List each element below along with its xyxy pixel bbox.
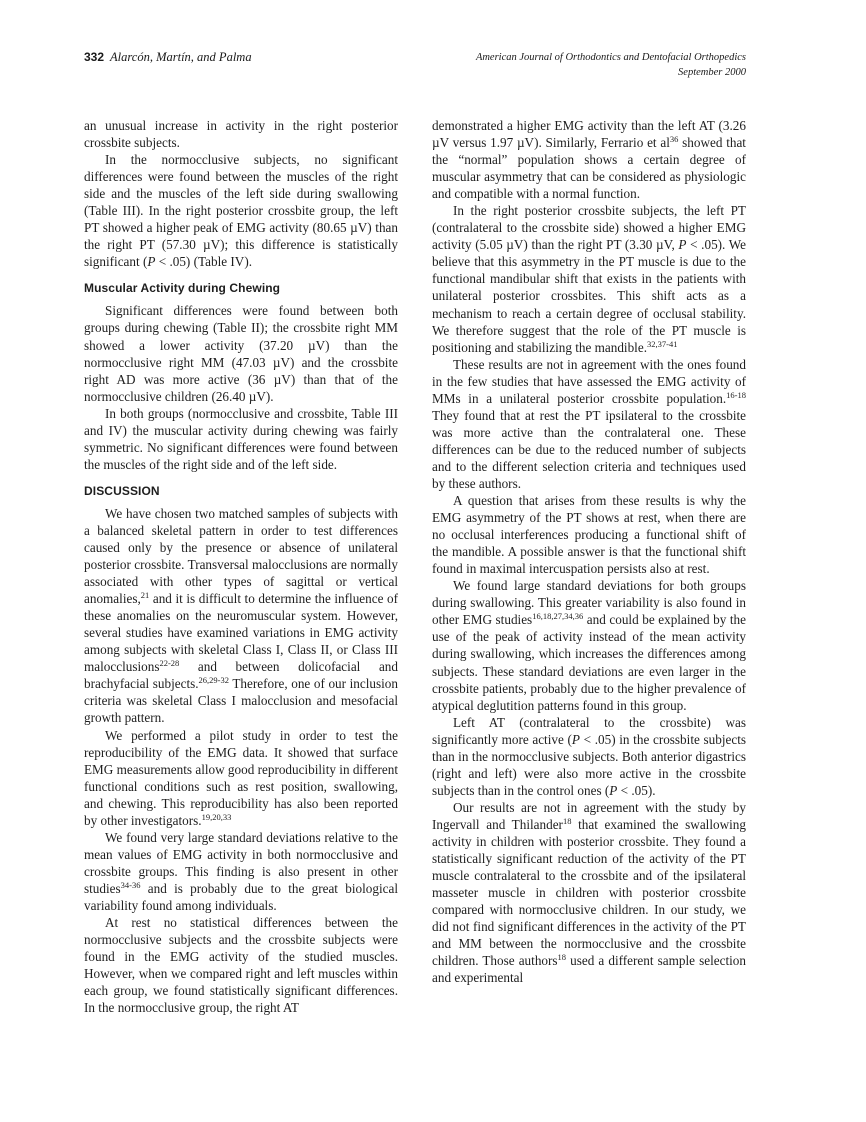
citation-ref: 34-36: [120, 879, 141, 890]
citation-ref: 19,20,33: [201, 811, 232, 822]
section-heading-chewing: Muscular Activity during Chewing: [84, 281, 281, 296]
paragraph: A question that arises from these results is why the EMG asymmetry of the PT shows at rest, when there are no occlusal interferences producing a functional shift of the mandible. A possible answer is that the functional shift found in maximal intercuspation persists also at rest.: [432, 493, 746, 577]
p-value-symbol: P: [147, 254, 156, 270]
text-run: In the right posterior crossbite subjects, the left PT (contralateral to the crossbite side) showed a higher EMG activity (5.05 µV) than the right PT (3.30 µV,: [432, 203, 746, 253]
text-run: These results are not in agreement with the ones found in the few studies that have assessed the EMG activity of MMs in a unilateral posterior crossbite population.: [432, 356, 746, 406]
paragraph: [432, 799, 746, 987]
text-run: demonstrated a higher EMG activity than the left AT (3.26 µV versus 1.97 µV). Similarly, Ferrario et al: [432, 118, 746, 151]
header-left: [84, 50, 252, 65]
text-run: and is probably due to the great biological variability found among individuals.: [84, 880, 398, 913]
header-right: [476, 50, 746, 80]
citation-ref: 18: [557, 952, 567, 963]
citation-ref: 36: [669, 134, 679, 145]
page-number: 332: [84, 50, 105, 64]
text-run: Left AT (contralateral to the crossbite) was significantly more active (: [432, 714, 746, 747]
text-run: We found large standard deviations for both groups during swallowing. This greater variability is also found in other EMG studies: [432, 578, 746, 628]
text-run: and it is difficult to determine the influence of these anomalies on the neuromuscular system. However, several studies have examined variations in EMG activity among subjects with skeletal Class I, Class II, or Class III malocclusions: [84, 591, 398, 675]
text-run: Therefore, one of our inclusion criteria was skeletal Class I malocclusion and mesofacial growth pattern.: [84, 676, 398, 726]
issue-date: September 2000: [678, 67, 746, 78]
journal-title: American Journal of Orthodontics and Dentofacial Orthopedics: [475, 52, 746, 63]
text-run: < .05) in the crossbite subjects than in the normocclusive subjects. Both anterior digastrics (right and left) were also more active in the crossbite subjects than in the control ones (: [432, 731, 746, 798]
author-names: Alarcón, Martín, and Palma: [110, 50, 252, 64]
paragraph: [432, 714, 746, 799]
text-run: We performed a pilot study in order to test the reproducibility of the EMG data. It showed that surface EMG measurements allow good reproducibility in different functional conditions such as rest position, swallowing, and chewing. This reproducibility has also been reported by other investigators.: [84, 727, 398, 828]
paragraph: [432, 356, 746, 492]
paragraph: [84, 151, 398, 270]
paragraph: [84, 829, 398, 914]
text-run: < .05). We believe that this asymmetry in the PT muscle is due to the functional mandibular shift that exists in the patients with unilateral posterior crossbites. This shift acts as a mechanism to reach a certain degree of occlusal stability. We therefore suggest that the role of the PT muscle is positioning and stabilizing the mandible.: [432, 237, 746, 355]
paragraph: At rest no statistical differences between the normocclusive subjects and the crossbite subjects were found in the EMG activity of the studied muscles. However, when we compared right and left muscles within each group, we found statistically significant differences. In the normocclusive group, the right AT: [84, 915, 398, 1016]
paragraph: [84, 727, 398, 829]
paragraph: [84, 505, 398, 727]
text-run: We found very large standard deviations relative to the mean values of EMG activity in both normocclusive and crossbite groups. This finding is also present in other studies: [84, 829, 398, 896]
p-value-symbol: P: [571, 731, 580, 747]
paragraph: Significant differences were found between both groups during chewing (Table II); the crossbite right MM showed a lower activity (37.20 µV) than the normocclusive right MM (47.03 µV) and the crossbite right AD was more active (36 µV) than that of the normocclusive children (26.40 µV).: [84, 303, 398, 404]
paragraph: an unusual increase in activity in the right posterior crossbite subjects.: [84, 118, 398, 151]
p-value-symbol: P: [609, 782, 618, 798]
section-heading-discussion: DISCUSSION: [84, 483, 160, 498]
text-run: Our results are not in agreement with the study by Ingervall and Thilander: [432, 799, 746, 832]
citation-ref: 26,29-32: [198, 675, 230, 686]
p-value-symbol: P: [678, 237, 687, 253]
running-header: [84, 50, 746, 90]
text-run: < .05).: [617, 782, 656, 798]
paragraph: [432, 577, 746, 713]
text-run: and between dolicofacial and brachyfacial subjects.: [84, 659, 398, 692]
right-column: [432, 117, 746, 986]
text-run: showed that the “normal” population shows a certain degree of muscular asymmetry that can be considered as physiologic and compatible with a normal function.: [432, 135, 746, 202]
paragraph: [432, 202, 746, 355]
citation-ref: 22-28: [159, 658, 180, 669]
text-run: We have chosen two matched samples of subjects with a balanced skeletal pattern in order to test differences caused only by the presence or absence of unilateral posterior crossbite. Transversal malocclusions are normally associated with other types of sagittal or vertical anomalies,: [84, 505, 398, 607]
citation-ref: 21: [140, 590, 150, 601]
paragraph: In both groups (normocclusive and crossbite, Table III and IV) the muscular activity during chewing was fairly symmetric. No significant differences were found between the muscles of the right side and of the left side.: [84, 405, 398, 472]
paragraph: [432, 117, 746, 202]
text-run: < .05) (Table IV).: [155, 254, 253, 270]
citation-ref: 32,37-41: [647, 338, 678, 349]
text-run: that examined the swallowing activity in children with posterior crossbite. They found a statistically significant reduction of the activity of the PT muscle contralateral to the crossbite and of the ipsilateral masseter muscle in children with posterior crossbite compared with normocclusive children. In our study, we did not find significant differences in the activity of the PT and MM between the normocclusive and the crossbite children. Those authors: [432, 816, 746, 969]
citation-ref: 16-18: [726, 389, 746, 400]
text-run: used a different sample selection and experimental: [432, 953, 746, 986]
citation-ref: 16,18,27,34,36: [532, 611, 584, 622]
text-run: In the normocclusive subjects, no significant differences were found between the muscles of the right side and the muscles of the left side during swallowing (Table III). In the right posterior crossbite group, the left PT showed a higher peak of EMG activity (80.65 µV) than the right PT (57.30 µV); this difference is statistically significant (: [84, 152, 398, 270]
text-run: They found that at rest the PT ipsilateral to the crossbite was more active than the contralateral one. These differences can be due to the reduced number of subjects and to the different selection criteria and techniques used by these authors.: [432, 407, 746, 491]
citation-ref: 18: [562, 815, 572, 826]
text-run: and could be explained by the use of the peak of activity instead of the mean activity during swallowing, which increases the differences among subjects. These standard deviations are even larger in the crossbite patients, probably due to the higher prevalence of atypical deglutition patterns found in this group.: [432, 612, 746, 713]
left-column: [84, 117, 398, 1016]
